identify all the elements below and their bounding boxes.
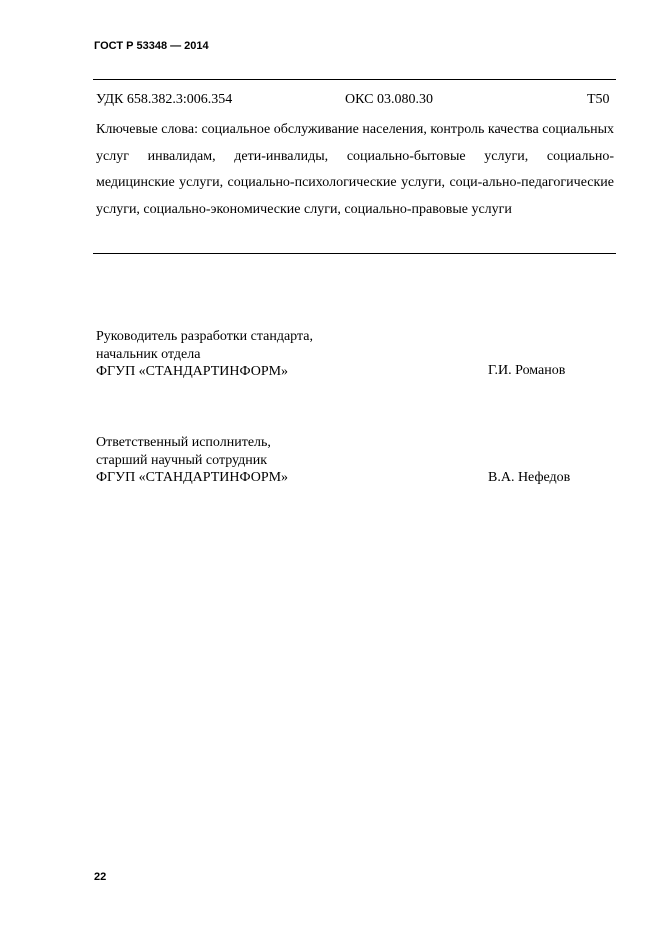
- bottom-divider: [93, 253, 616, 254]
- classification-code: Т50: [587, 92, 610, 107]
- signature-organization: ФГУП «СТАНДАРТИНФОРМ»: [96, 470, 289, 485]
- signature-role-line1: Ответственный исполнитель,: [96, 435, 271, 450]
- page-number: 22: [94, 871, 107, 883]
- standard-header: ГОСТ Р 53348 — 2014: [94, 40, 209, 52]
- signature-role-line2: старший научный сотрудник: [96, 452, 268, 468]
- top-divider: [93, 79, 616, 80]
- oks-code: ОКС 03.080.30: [345, 92, 433, 107]
- signature-block-2: [96, 434, 288, 487]
- keywords-paragraph: Ключевые слова: социальное обслуживание населения, контроль качества социальных услуг инвалидам, дети-инвалиды, социально-бытовые услуги, социально-медицинские услуги, социально-психологические услуги, соци-ально-педагогические услуги, социально-экономические слуги, социально-правовые услуги: [96, 122, 614, 217]
- signature-role-line1: Руководитель разработки стандарта,: [96, 329, 313, 344]
- signature-block-1: [96, 328, 313, 381]
- signature-name-2: В.А. Нефедов: [488, 470, 571, 485]
- signature-role-line2: начальник отдела: [96, 346, 201, 362]
- udk-code: УДК 658.382.3:006.354: [96, 92, 233, 107]
- signature-name-1: Г.И. Романов: [488, 363, 566, 378]
- signature-organization: ФГУП «СТАНДАРТИНФОРМ»: [96, 364, 289, 379]
